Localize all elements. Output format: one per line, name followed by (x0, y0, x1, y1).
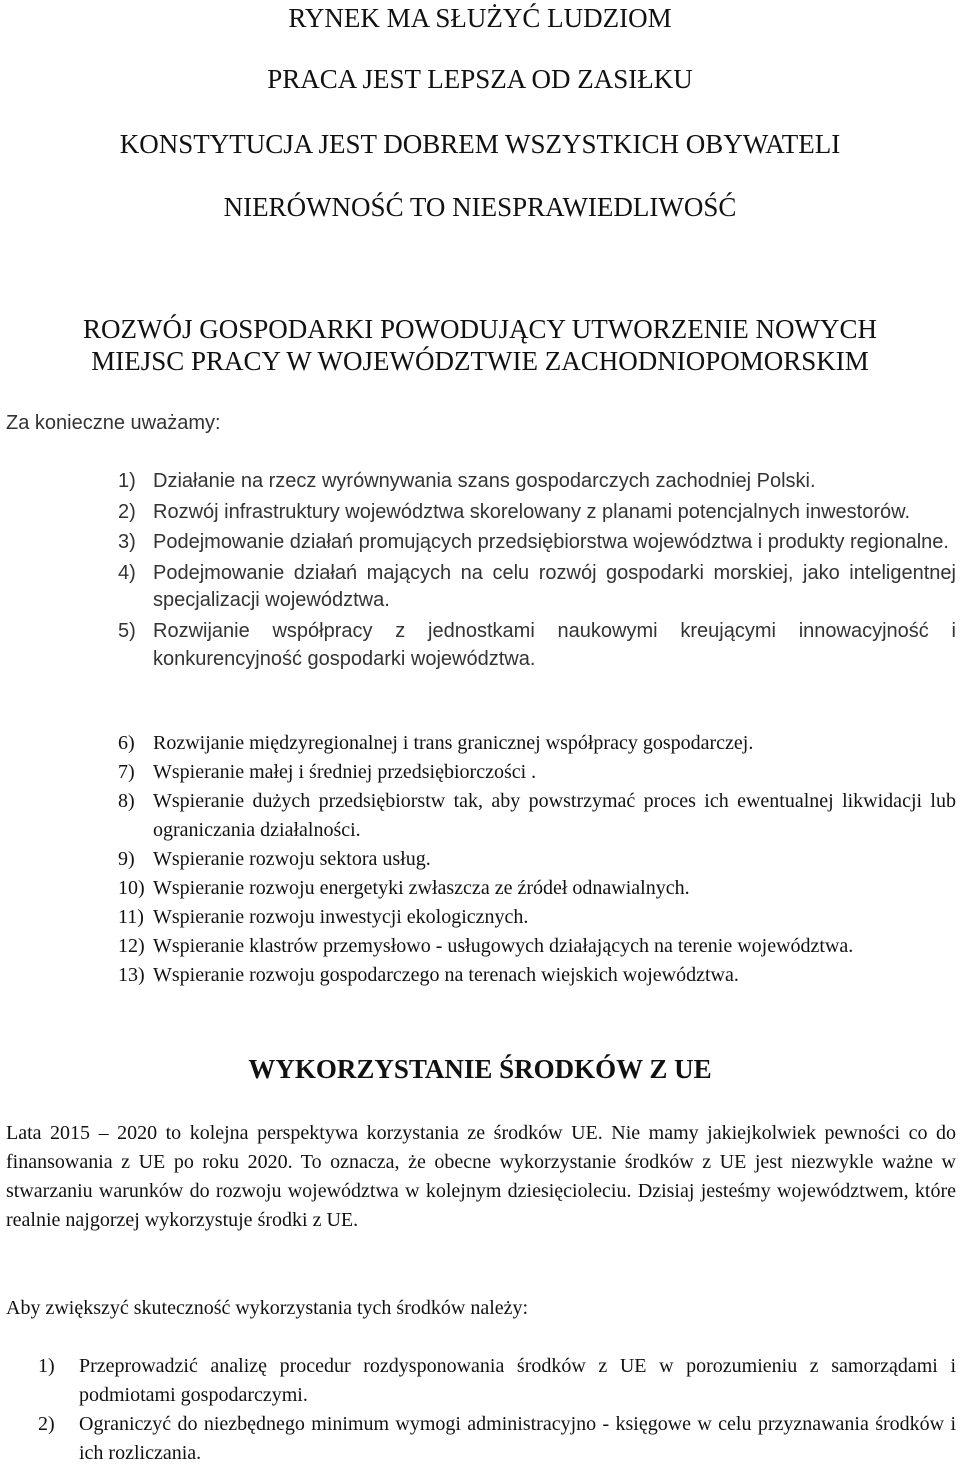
list-item (118, 758, 956, 787)
section-heading-economy-line2: MIEJSC PRACY W WOJEWÓDZTWIE ZACHODNIOPOMORSKIM (91, 346, 869, 376)
slogan-2: PRACA JEST LEPSZA OD ZASIŁKU (267, 64, 693, 94)
economy-list-part2 (118, 729, 956, 990)
slogan-1: RYNEK MA SŁUŻYĆ LUDZIOM (288, 3, 672, 33)
section-intro-economy: Za konieczne uważamy: (6, 412, 221, 434)
list-item (118, 729, 956, 758)
list-item (118, 560, 956, 615)
section-heading-eu-funds: WYKORZYSTANIE ŚRODKÓW Z UE (248, 1054, 712, 1084)
list-item (118, 874, 956, 903)
slogan-3: KONSTYTUCJA JEST DOBREM WSZYSTKICH OBYWATELI (119, 129, 841, 159)
list-item-text: Działanie na rzecz wyrównywania szans gospodarczych zachodniej Polski. (153, 470, 816, 492)
list-item-text: Przeprowadzić analizę procedur rozdysponowania środków z UE w porozumieniu z samorządami i podmiotami gospodarczymi. (79, 1355, 956, 1406)
list-item-number: 11) (118, 906, 144, 928)
list-item-text: Wspieranie rozwoju inwestycji ekologicznych. (153, 906, 529, 928)
slogan-4: NIERÓWNOŚĆ TO NIESPRAWIEDLIWOŚĆ (223, 192, 737, 222)
list-item-text: Wspieranie małej i średniej przedsiębiorczości . (153, 761, 537, 783)
list-item-text: Wspieranie klastrów przemysłowo - usługowych działających na terenie województwa. (153, 935, 854, 957)
list-item-text: Podejmowanie działań promujących przedsiębiorstwa województwa i produkty regionalne. (153, 531, 949, 554)
list-item-number: 7) (118, 761, 135, 783)
list-item-text: Wspieranie dużych przedsiębiorstw tak, aby powstrzymać proces ich ewentualnej likwidacji lub ograniczania działalności. (153, 790, 956, 841)
list-item-text: Wspieranie rozwoju gospodarczego na terenach wiejskich województwa. (153, 964, 739, 986)
eu-funds-list (38, 1352, 956, 1468)
list-item (118, 618, 956, 673)
list-item-number: 2) (38, 1413, 55, 1435)
list-item (118, 932, 956, 961)
list-item-number: 3) (118, 531, 136, 554)
list-item-number: 9) (118, 848, 135, 870)
list-item (118, 845, 956, 874)
list-item-number: 8) (118, 790, 135, 812)
list-item-text: Ograniczyć do niezbędnego minimum wymogi administracyjno - księgowe w celu przyznawania środków i ich rozliczania. (79, 1413, 956, 1464)
list-item (118, 499, 956, 527)
list-item (118, 903, 956, 932)
list-item-text: Wspieranie rozwoju energetyki zwłaszcza ze źródeł odnawialnych. (153, 877, 690, 899)
economy-list-part1 (118, 468, 956, 673)
list-item (118, 468, 956, 496)
list-item-text: Rozwój infrastruktury województwa skorelowany z planami potencjalnych inwestorów. (153, 500, 911, 523)
list-item (38, 1352, 956, 1410)
eu-funds-paragraph: Lata 2015 – 2020 to kolejna perspektywa korzystania ze środków UE. Nie mamy jakiejkolwiek pewności co do finansowania z UE po roku 2020. To oznacza, że obecne wykorzystanie środków z UE jest niezwykle ważne w stwarzaniu warunków do rozwoju województwa w kolejnym dziesięcioleciu. Dzisiaj jesteśmy województwem, które realnie najgorzej wykorzystuje środki z UE. (6, 1122, 956, 1231)
eu-funds-intro: Aby zwiększyć skuteczność wykorzystania tych środków należy: (6, 1297, 529, 1319)
list-item-number: 1) (118, 470, 136, 492)
list-item (118, 787, 956, 845)
list-item-number: 6) (118, 732, 135, 754)
list-item-number: 12) (118, 935, 145, 957)
list-item (118, 529, 956, 557)
list-item-number: 10) (118, 877, 145, 899)
list-item-number: 5) (118, 619, 136, 642)
list-item-text: Podejmowanie działań mających na celu rozwój gospodarki morskiej, jako inteligentnej specjalizacji województwa. (153, 561, 956, 612)
list-item-number: 4) (118, 561, 136, 584)
list-item-text: Rozwijanie międzyregionalnej i trans granicznej współpracy gospodarczej. (153, 732, 754, 754)
list-item-number: 2) (118, 500, 136, 523)
section-heading-economy-line1: ROZWÓJ GOSPODARKI POWODUJĄCY UTWORZENIE NOWYCH (83, 314, 877, 344)
list-item (38, 1410, 956, 1468)
list-item-text: Wspieranie rozwoju sektora usług. (153, 848, 431, 870)
list-item-text: Rozwijanie współpracy z jednostkami naukowymi kreującymi innowacyjność i konkurencyjność gospodarki województwa. (153, 619, 956, 670)
list-item-number: 1) (38, 1355, 55, 1377)
list-item (118, 961, 956, 990)
list-item-number: 13) (118, 964, 145, 986)
